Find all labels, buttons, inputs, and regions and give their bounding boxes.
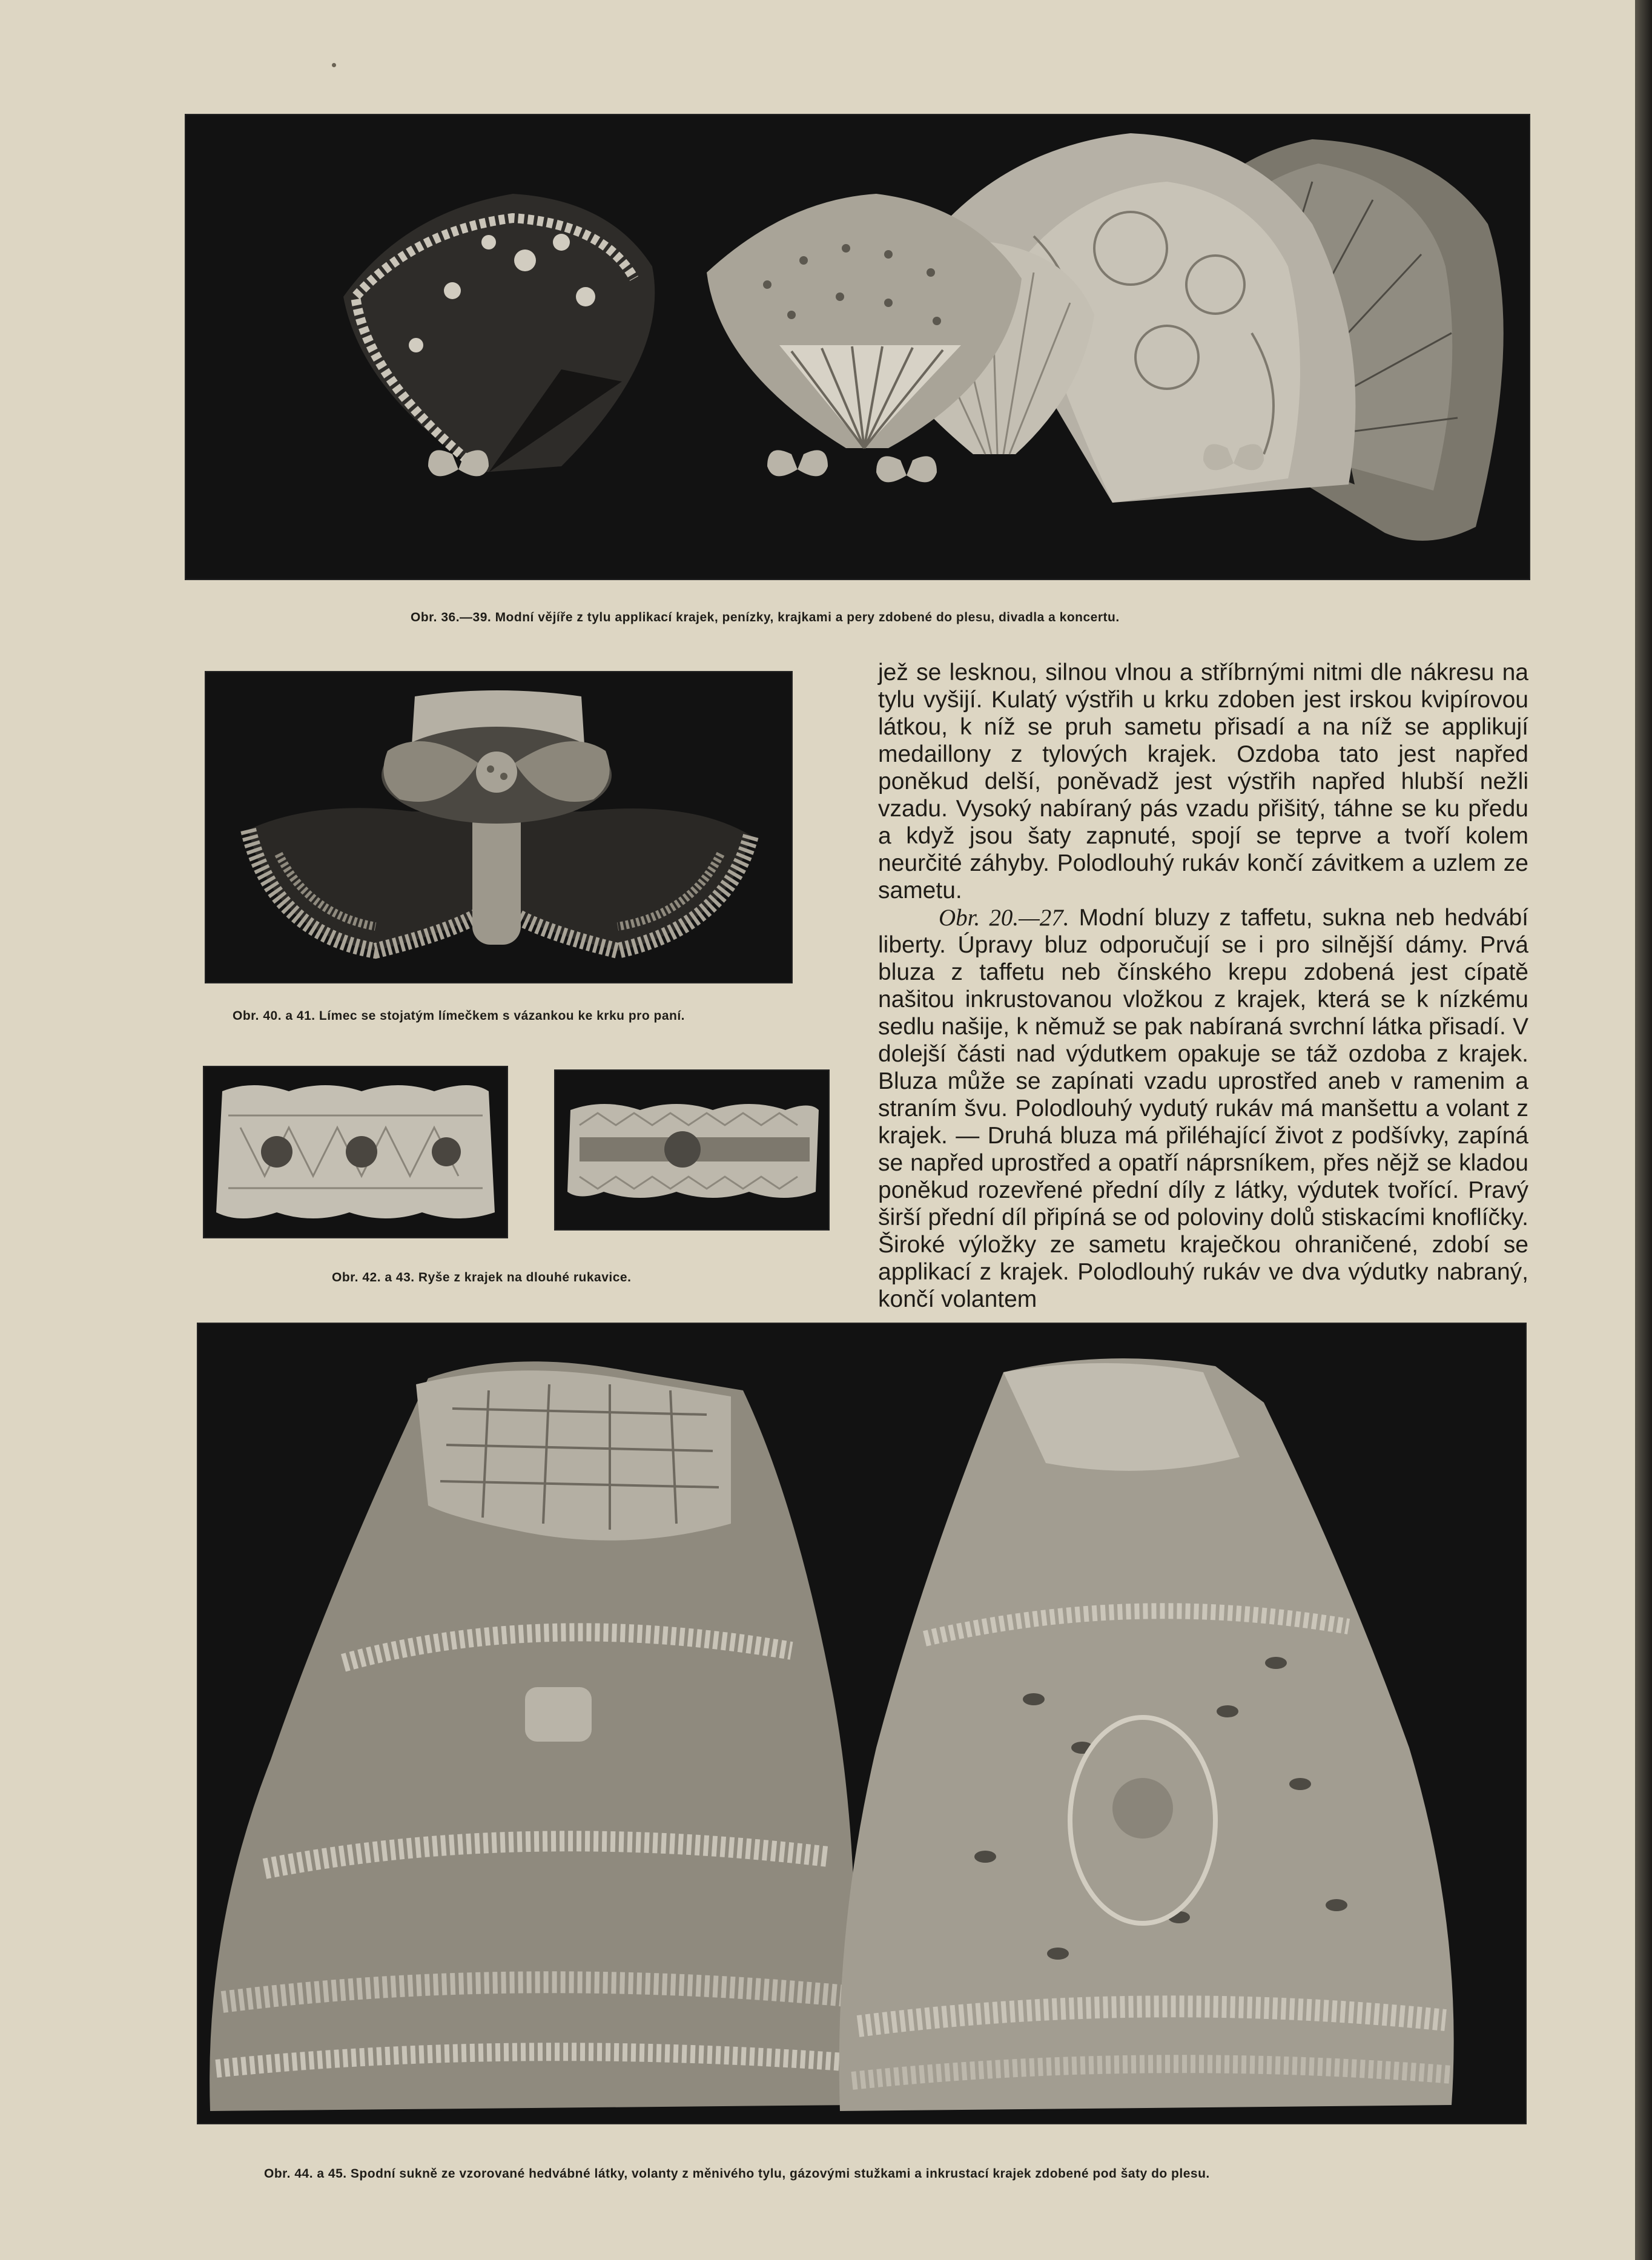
- petticoats-illustration: [198, 1324, 1525, 2123]
- article-paragraph-2: [878, 904, 1528, 1313]
- caption-cuffs: Obr. 42. a 43. Ryše z krajek na dlouhé rukavice.: [332, 1270, 632, 1284]
- caption-collar: Obr. 40. a 41. Límec se stojatým límečkem s vázankou ke krku pro paní.: [233, 1009, 685, 1023]
- caption-fans: Obr. 36.—39. Modní vějíře z tylu applikací krajek, penízky, krajkami a pery zdobené do plesu, divadla a koncertu.: [411, 610, 1120, 624]
- figure-collar: [206, 672, 791, 982]
- article-paragraph-1: jež se lesknou, silnou vlnou a stříbrnými nitmi dle nákresu na tylu vyšijí. Kulatý výstřih u krku zdoben jest irskou kvipírovou látkou, k níž se pruh sametu přisadí a na níž se applikují medaillony z tylových krajek. Ozdoba tato jest napřed poněkud delší, poněvadž jest výstřih napřed hlubší nežli vzadu. Vysoký nabíraný pás vzadu přišitý, táhne se ku předu a když jsou šaty zapnuté, spojí se teprve a tvoří kolem neurčité záhyby. Polodlouhý rukáv končí závitkem a uzlem ze sametu.: [878, 659, 1528, 904]
- figure-reference: Obr. 20.—27.: [939, 905, 1069, 931]
- collar-illustration: [206, 672, 791, 982]
- figure-fans: [186, 115, 1529, 579]
- figure-cuff-left: [204, 1067, 507, 1237]
- article-text: [878, 659, 1528, 1313]
- figure-petticoats: [198, 1324, 1525, 2123]
- article-paragraph-2-text: Modní bluzy z taffetu, sukna neb hedvábí liberty. Úpravy bluz odporučují se i pro silnější dámy. Prvá bluza z taffetu neb čínského krepu zdobená jest cípatě našitou inkrustovanou vložkou z krajek, která se k nízkému sedlu našije, k němuž se pak nabíraná svrchní látka přisadí. V dolejší části nad výdutkem opakuje se táž ozdoba z krajek. Bluza může se zapínati vzadu uprostřed aneb v ramenim a straním švu. Polodlouhý vydutý rukáv má manšettu a volant z krajek. — Druhá bluza má přiléhající život z podšívky, zapíná se napřed uprostřed a opatří náprsníkem, přes nějž se kladou poněkud rozevřené přední díly z látky, výdutek tvořící. Pravý širší přední díl připíná se od poloviny dolů stiskacími knoflíčky. Široké výložky ze sametu kraječkou ohraničené, zdobí se applikací z krajek. Polodlouhý rukáv ve dva výdutky nabraný, končí volantem: [878, 905, 1528, 1312]
- print-speck: [332, 63, 336, 67]
- figure-cuff-right: [555, 1071, 828, 1229]
- cuff-right-illustration: [555, 1071, 828, 1229]
- fans-illustration: [186, 115, 1529, 579]
- cuff-left-illustration: [204, 1067, 507, 1237]
- caption-petticoats: Obr. 44. a 45. Spodní sukně ze vzorované hedvábné látky, volanty z měnivého tylu, gázovými stužkami a inkrustací krajek zdobené pod šaty do plesu.: [264, 2167, 1210, 2181]
